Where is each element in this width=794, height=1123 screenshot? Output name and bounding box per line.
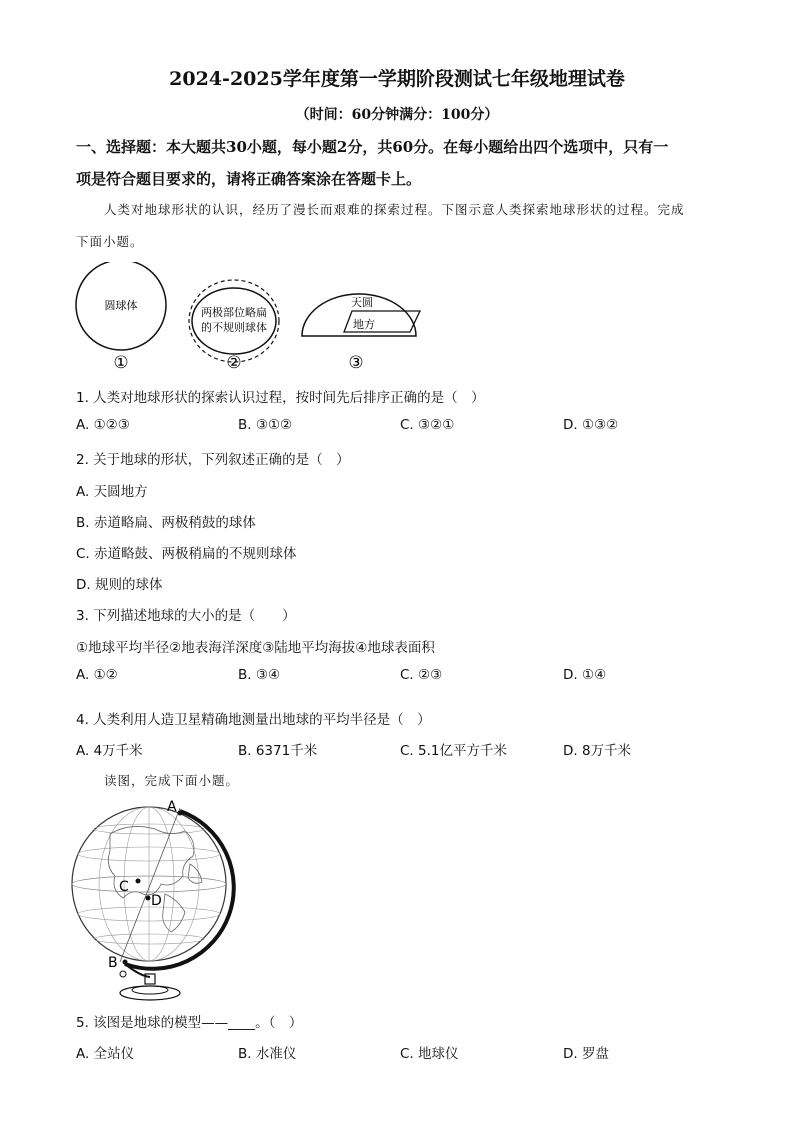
q5-option-a[interactable]: A. 全站仪	[76, 1046, 135, 1062]
question-2-stem: 2. 关于地球的形状，下列叙述正确的是（ ）	[76, 452, 350, 468]
point-a-marker	[178, 811, 183, 816]
q3-option-c[interactable]: C. ②③	[400, 667, 443, 683]
earth-axis	[120, 808, 180, 962]
q4-option-b[interactable]: B. 6371千米	[238, 743, 318, 759]
question-1-stem: 1. 人类对地球形状的探索认识过程，按时间先后排序正确的是（ ）	[76, 390, 485, 406]
q4-option-d[interactable]: D. 8万千米	[563, 743, 632, 759]
figure-number-3: ③	[348, 353, 364, 373]
point-c-marker	[136, 879, 141, 884]
label-d: D	[151, 893, 162, 909]
q3-option-d[interactable]: D. ①④	[563, 667, 607, 683]
point-d-marker	[146, 896, 151, 901]
q1-option-b[interactable]: B. ③①②	[238, 417, 293, 433]
question-3-stem: 3. 下列描述地球的大小的是（ ）	[76, 608, 296, 624]
q3-option-a[interactable]: A. ①②	[76, 667, 118, 683]
sphere-label: 圆球体	[104, 299, 138, 312]
geoid-label-2: 的不规则球体	[201, 321, 267, 334]
q5-option-b[interactable]: B. 水准仪	[238, 1046, 297, 1062]
q2-option-a[interactable]: A. 天圆地方	[76, 484, 148, 500]
q2-option-c[interactable]: C. 赤道略鼓、两极稍扁的不规则球体	[76, 546, 297, 562]
figure-number-2: ②	[226, 353, 242, 373]
exam-info: （时间：60分钟满分：100分）	[295, 107, 499, 123]
label-b: B	[108, 955, 118, 971]
point-b-marker	[123, 960, 128, 965]
sky-label: 天圆	[351, 296, 373, 309]
q2-option-d[interactable]: D. 规则的球体	[76, 577, 163, 593]
q4-option-c[interactable]: C. 5.1亿平方千米	[400, 743, 507, 759]
globe-figure	[70, 794, 260, 1006]
intro-text-line2: 下面小题。	[76, 234, 144, 249]
q1-option-d[interactable]: D. ①③②	[563, 417, 619, 433]
label-c: C	[119, 879, 129, 895]
question-4-stem: 4. 人类利用人造卫星精确地测量出地球的平均半径是（ ）	[76, 712, 431, 728]
geoid-label-1: 两极部位略扁	[201, 306, 267, 319]
earth-shape-figure	[70, 262, 430, 374]
question-3-statements: ①地球平均半径②地表海洋深度③陆地平均海拔④地球表面积	[76, 640, 435, 656]
intro-text-2: 读图，完成下面小题。	[104, 773, 240, 788]
question-5-stem: 5. 该图是地球的模型——____。（ ）	[76, 1015, 303, 1031]
q5-option-c[interactable]: C. 地球仪	[400, 1046, 459, 1062]
q3-option-b[interactable]: B. ③④	[238, 667, 281, 683]
globe-stand-base	[120, 986, 180, 1000]
q4-option-a[interactable]: A. 4万千米	[76, 743, 143, 759]
intro-text-line1: 人类对地球形状的认识，经历了漫长而艰难的探索过程。下图示意人类探索地球形状的过程。完成	[104, 202, 685, 217]
q1-option-c[interactable]: C. ③②①	[400, 417, 455, 433]
q5-option-d[interactable]: D. 罗盘	[563, 1046, 609, 1062]
label-a: A	[167, 799, 177, 815]
q2-option-b[interactable]: B. 赤道略扁、两极稍鼓的球体	[76, 515, 256, 531]
earth-label: 地方	[353, 318, 375, 331]
section-heading-line1: 一、选择题：本大题共30小题，每小题2分，共60分。在每小题给出四个选项中，只有一	[76, 138, 669, 156]
section-heading-line2: 项是符合题目要求的，请将正确答案涂在答题卡上。	[76, 170, 422, 188]
page-title: 2024-2025学年度第一学期阶段测试七年级地理试卷	[169, 68, 625, 90]
q1-option-a[interactable]: A. ①②③	[76, 417, 130, 433]
figure-number-1: ①	[113, 353, 129, 373]
